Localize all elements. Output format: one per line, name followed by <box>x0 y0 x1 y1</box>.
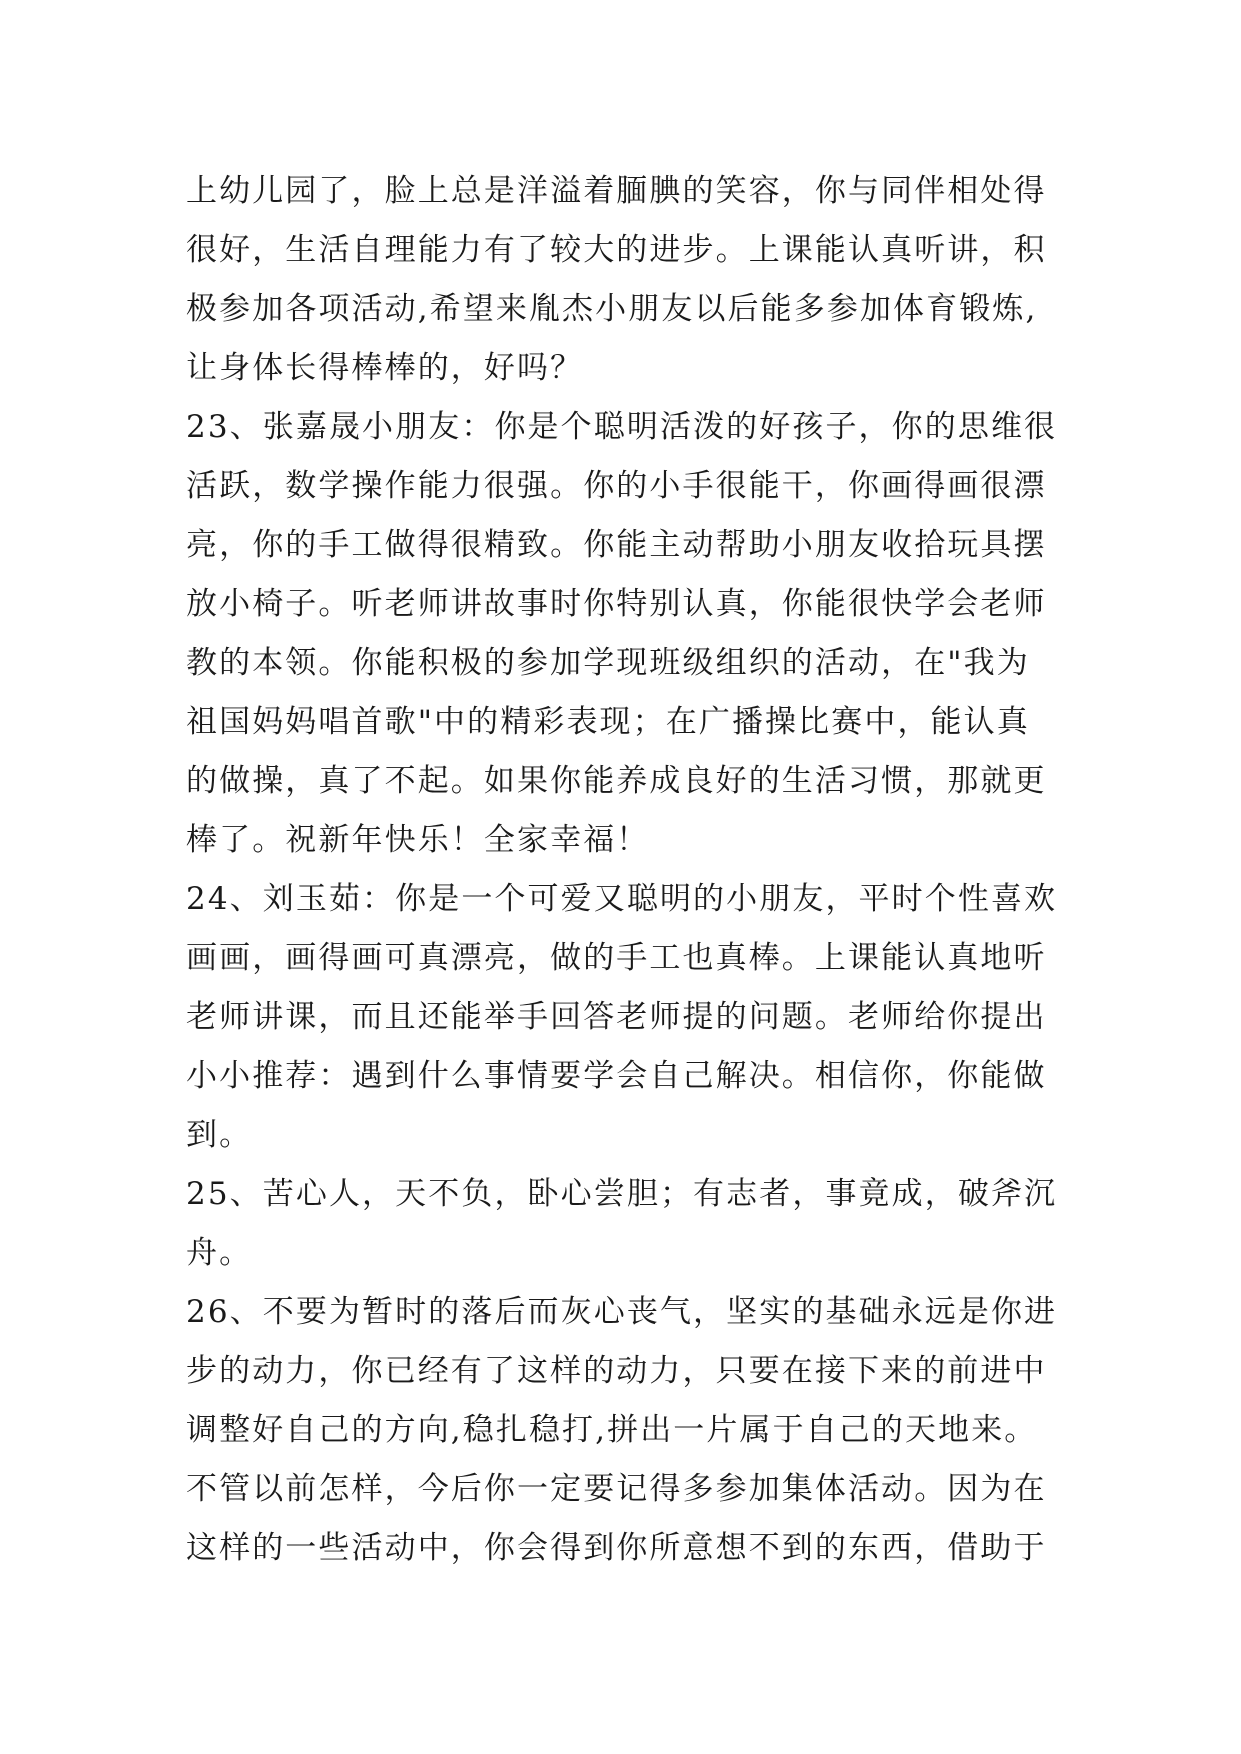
text-line: 小小推荐：遇到什么事情要学会自己解决。相信你，你能做 <box>186 1058 1047 1094</box>
text-line: 24、刘玉茹：你是一个可爱又聪明的小朋友，平时个性喜欢 <box>186 881 1058 917</box>
text-line: 的做操，真了不起。如果你能养成良好的生活习惯，那就更 <box>186 763 1047 799</box>
text-line: 上幼儿园了，脸上总是洋溢着腼腆的笑容，你与同伴相处得 <box>186 173 1047 209</box>
text-line: 25、苦心人，天不负，卧心尝胆；有志者，事竟成，破斧沉 <box>186 1176 1058 1212</box>
text-line: 极参加各项活动,希望来胤杰小朋友以后能多参加体育锻炼, <box>186 291 1038 327</box>
text-line: 让身体长得棒棒的，好吗？ <box>186 350 584 386</box>
text-line: 放小椅子。听老师讲故事时你特别认真，你能很快学会老师 <box>186 586 1047 622</box>
text-line: 步的动力，你已经有了这样的动力，只要在接下来的前进中 <box>186 1353 1047 1389</box>
text-line: 23、张嘉晟小朋友：你是个聪明活泼的好孩子，你的思维很 <box>186 409 1058 445</box>
text-line: 很好，生活自理能力有了较大的进步。上课能认真听讲，积 <box>186 232 1047 268</box>
text-line: 这样的一些活动中，你会得到你所意想不到的东西，借助于 <box>186 1530 1047 1566</box>
text-line: 亮，你的手工做得很精致。你能主动帮助小朋友收拾玩具摆 <box>186 527 1047 563</box>
text-line: 活跃，数学操作能力很强。你的小手很能干，你画得画很漂 <box>186 468 1047 504</box>
text-line: 棒了。祝新年快乐！全家幸福！ <box>186 822 650 858</box>
text-line: 调整好自己的方向,稳扎稳打,拼出一片属于自己的天地来。 <box>186 1412 1038 1448</box>
text-line: 教的本领。你能积极的参加学现班级组织的活动，在"我为 <box>186 645 1030 681</box>
text-line: 到。 <box>186 1117 253 1153</box>
text-line: 老师讲课，而且还能举手回答老师提的问题。老师给你提出 <box>186 999 1047 1035</box>
text-line: 画画，画得画可真漂亮，做的手工也真棒。上课能认真地听 <box>186 940 1047 976</box>
text-line: 26、不要为暂时的落后而灰心丧气，坚实的基础永远是你进 <box>186 1294 1058 1330</box>
text-line: 舟。 <box>186 1235 253 1271</box>
text-line: 祖国妈妈唱首歌"中的精彩表现；在广播操比赛中，能认真 <box>186 704 1030 740</box>
document-body <box>186 162 1086 1578</box>
text-line: 不管以前怎样，今后你一定要记得多参加集体活动。因为在 <box>186 1471 1047 1507</box>
